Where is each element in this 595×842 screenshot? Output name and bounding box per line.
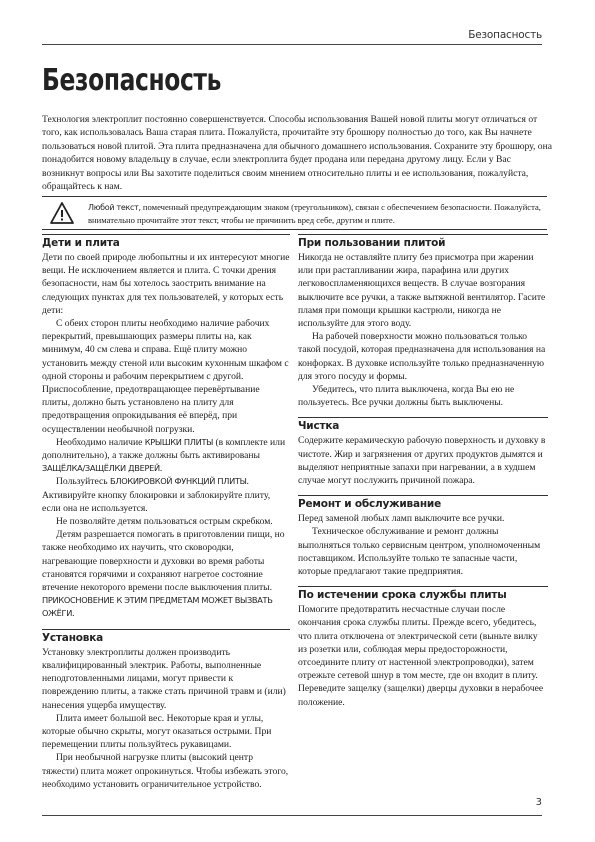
children-paragraph-3: [42, 436, 290, 476]
children-paragraph-6: [42, 528, 290, 620]
text-span: . Активируйте кнопку блокировки и заблокируйте плиту, если она не используется.: [42, 476, 271, 514]
warning-text: [88, 201, 546, 226]
warning-box: [42, 196, 547, 230]
text-span: Пользуйтесь: [56, 476, 111, 488]
header-section-title: Безопасность: [468, 29, 542, 41]
section-end-of-life: [298, 586, 548, 709]
section-children: [42, 234, 290, 621]
left-column: [42, 234, 290, 791]
warning-triangle-icon: [50, 201, 74, 225]
usage-paragraph-1: Никогда не оставляйте плиту без присмотра при жарении или при растапливании жира, парафина или других легковоспламеняющихся веществ. В случае возгорания выключите все ручки, а также вытяжной вентилятор. Гасите пламя при помощи крышки кастрюли, никогда не используйте для этого воду.: [298, 252, 546, 330]
section-installation: [42, 629, 290, 791]
children-paragraph-1: Дети по своей природе любопытны и их интересуют многие вещи. Не исключением является и плита. С точки дрения безопасности, нам бы хотелось заострить внимание на следующих пунктах для тех пользователей, у которых есть дети:: [42, 252, 290, 316]
usage-paragraph-2: На рабочей поверхности можно пользоваться только такой посудой, которая предназначена для использования на конфорках. В духовке используйте только предназначенную для этого посуду и формы.: [298, 331, 546, 382]
children-paragraph-5: Не позволяйте детям пользоваться острым скребком.: [56, 516, 273, 528]
intro-paragraph: Технология электроплит постоянно совершенствуется. Способы использования Вашей новой плиты могут отличаться от того, как использовалась Ваша старая плита. Пожалуйста, прочитайте эту брошюру полностью до того, как Вы начнете пользоваться новой плитой. Эта плита предназначена для обычного домашнего использования. Сохраните эту брошюру, она понадобится новому владельцу в случае, если электроплита будет продана или передана другому лицу. Если у Вас возникнут вопросы или Вы захотите поделиться своим мнением относительно плиты и ее использования, пожалуйста, обращайтесь к нам.: [42, 114, 552, 193]
end-of-life-paragraph-1: Помогите предотвратить несчастные случаи после окончания срока службы плиты. Прежде всего, убедитесь, что плита отключена от электрической сети (выньте вилку из розетки или, соблюдая меры предосторожности, отсоедините плиту от настенной электропроводки), затем отрежьте сетевой шнур в том месте, где он входит в плиту. Переведите защелку (защелки) дверцы духовки в нерабочее положение.: [298, 604, 544, 708]
header-divider: [42, 44, 542, 45]
section-title-usage: При пользовании плитой: [298, 234, 548, 249]
section-title-children: Дети и плита: [42, 234, 290, 249]
footer-divider: [42, 815, 542, 816]
installation-paragraph-3: При необычной нагрузке плиты (высокий центр тяжести) плита может опрокинуться. Чтобы избежать этого, необходимо установить ограничительное устройство.: [42, 752, 289, 790]
emphasis-span: ЗАЩЁЛКА/ЗАЩЁЛКИ ДВЕРЕЙ: [42, 463, 160, 474]
text-span: Детям разрешается помогать в приготовлении пищи, но также необходимо их научить, что сковородки, нагревающие поверхности и духовки во время работы становятся горячими и сохраняют нагретое состояние втечение некоторого времени после выключения плиты.: [42, 529, 285, 594]
children-paragraph-4: [42, 475, 290, 515]
right-column: [298, 234, 548, 709]
section-title-end-of-life: По истечении срока службы плиты: [298, 586, 548, 601]
installation-paragraph-2: Плита имеет большой вес. Некоторые края и углы, которые обычно скрыты, могут оказаться острыми. При перемещении плиты пользуйтесь рукавицами.: [42, 712, 272, 751]
repair-paragraph-1: Перед заменой любых ламп выключите все ручки.: [298, 513, 505, 525]
text-span: .: [72, 608, 75, 620]
section-cleaning: [298, 417, 548, 487]
cleaning-paragraph-1: Содержите керамическую рабочую поверхность и духовку в чистоте. Жир и загрязнения от других продуктов дымятся и выделяют неприятные запахи при нагревании, а в худшем случае могут послужить причиной пожара.: [298, 435, 546, 487]
warning-body: помеченный предупреждающим знаком (треугольником), связан с обеспечением безопасности. Пожалуйста, внимательно прочитайте этот текст, чтобы не причинить вред себе, другим и плите.: [88, 202, 541, 225]
page-number: 3: [535, 797, 542, 808]
text-span: .: [159, 463, 163, 475]
section-title-installation: Установка: [42, 629, 290, 644]
section-title-repair: Ремонт и обслуживание: [298, 495, 548, 510]
emphasis-span: КРЫШКИ ПЛИТЫ: [144, 436, 214, 447]
usage-paragraph-3: Убедитесь, что плита выключена, когда Вы ею не пользуетесь. Все ручки должны быть выключены.: [298, 384, 515, 409]
text-span: Необходимо наличие: [56, 436, 145, 448]
section-usage: [298, 234, 548, 409]
repair-paragraph-2: Техническое обслуживание и ремонт должны выполняться только сервисным центром, уполномоченным поставщиком. Используйте только те запасные части, которые предлагают такие предприятия.: [298, 526, 541, 578]
text-span: (в комплекте или дополнительно), а также должны быть активированы: [42, 436, 286, 462]
emphasis-span: ПРИКОСНОВЕНИЕ К ЭТИМ ПРЕДМЕТАМ МОЖЕТ ВЫЗВАТЬ ОЖЁГИ: [42, 595, 273, 619]
children-paragraph-2: С обеих сторон плиты необходимо наличие рабочих перекрытий, превышающих размеры плиты на, как минимум, 40 см слева и справа. Ещё плиту можно установить между стеной или высоким кухонным шкафом с одной стороны и рабочим перекрытием с другой. Приспособление, предотвращающее перевёртывание плиты, должно быть установлено на плиту для предотвращения опрокидывания её вперёд, при осуществлении необычной погрузки.: [42, 318, 289, 435]
page-title: Безопасность: [42, 63, 222, 98]
installation-paragraph-1: Установку электроплиты должен производить квалифицированный электрик. Работы, выполненные неподготовленными лицами, могут привести к повреждению плиты, а также стать причиной травм и (или) нанесения ущерба имуществу.: [42, 646, 286, 711]
section-repair: [298, 495, 548, 578]
emphasis-span: БЛОКИРОВКОЙ ФУНКЦИЙ ПЛИТЫ: [110, 476, 247, 487]
section-title-cleaning: Чистка: [298, 417, 548, 432]
warning-lead: Любой текст,: [88, 203, 141, 212]
